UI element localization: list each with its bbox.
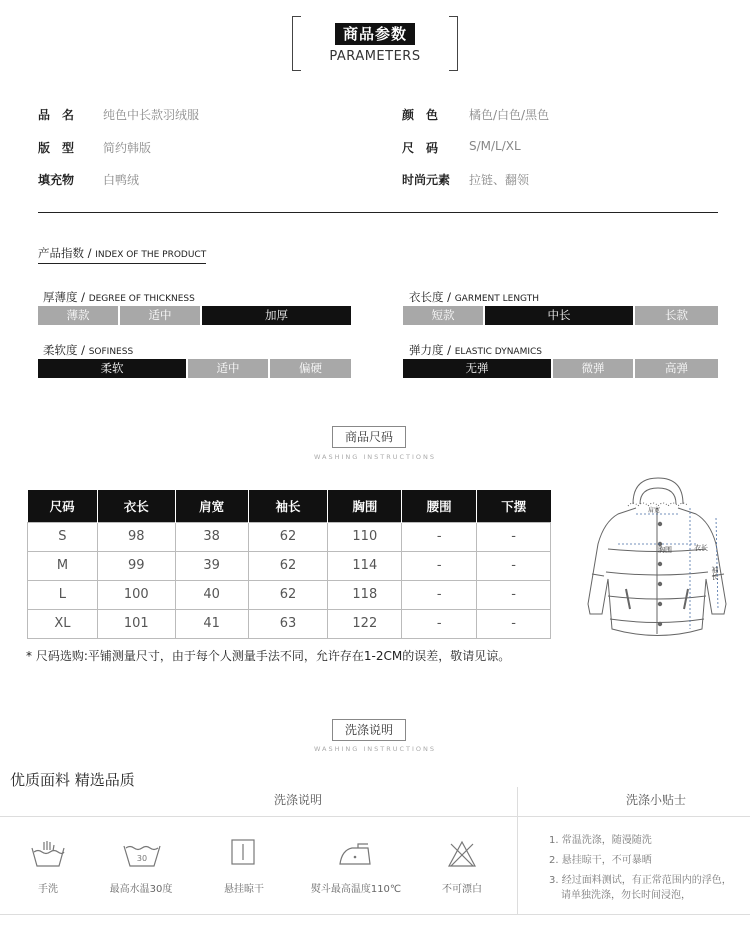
sleeve-label: 袖长 — [711, 566, 719, 580]
size-label: 尺 码 — [402, 141, 439, 155]
size-table-header — [28, 490, 551, 522]
name-value: 纯色中长款羽绒服 — [103, 108, 200, 122]
no-bleach-icon — [447, 840, 477, 868]
name-label: 品 名 — [38, 108, 75, 122]
table-row: L 100 40 62 118 - - — [28, 580, 551, 609]
style-value: 拉链、翻领 — [469, 173, 530, 187]
elasticity-title: 弹力度 / ELASTIC DYNAMICS — [409, 343, 543, 357]
hand-wash-icon — [30, 840, 66, 870]
iron-icon — [338, 842, 372, 866]
softness-scale — [38, 359, 351, 378]
wash-section-subtitle: WASHING INSTRUCTIONS — [313, 745, 437, 753]
tip-item: 2. 悬挂晾干，不可暴晒 — [549, 855, 652, 866]
fill-value: 白鸭绒 — [103, 173, 140, 187]
header-cell: 腰围 — [402, 490, 477, 522]
hang-dry-label: 悬挂晾干 — [224, 884, 264, 895]
header-cell: 尺码 — [28, 490, 98, 522]
elasticity-scale — [403, 359, 718, 378]
shoulder-label: 肩宽 — [648, 507, 661, 514]
length-option-short: 短款 — [403, 306, 483, 325]
hang-dry-icon — [230, 838, 256, 866]
softness-option-soft: 柔软 — [38, 359, 186, 378]
garment-measurement-diagram — [578, 474, 728, 659]
size-section-subtitle: WASHING INSTRUCTIONS — [313, 453, 437, 461]
no-bleach-label: 不可漂白 — [442, 884, 482, 895]
thickness-title: 厚薄度 / DEGREE OF THICKNESS — [43, 290, 195, 304]
tips-column-title: 洗涤小贴士 — [625, 793, 686, 807]
divider — [38, 212, 718, 213]
hand-wash-label: 手洗 — [38, 884, 58, 895]
length-label: 衣长 — [694, 544, 708, 552]
tip-item: 1. 常温洗涤，随漫随洗 — [549, 835, 652, 846]
tip-item: 请单独洗涤，勿长时间浸泡， — [561, 890, 691, 901]
table-row: XL 101 41 63 122 - - — [28, 609, 551, 638]
wash-bottom-divider — [0, 914, 750, 915]
header-cell: 袖长 — [248, 490, 328, 522]
tip-item: 3. 经过面料测试，有正常范围内的浮色， — [549, 875, 732, 886]
color-label: 颜 色 — [402, 108, 439, 122]
thickness-option-thick: 加厚 — [202, 306, 351, 325]
color-value: 橘色/白色/黑色 — [469, 108, 550, 122]
page-title: 商品参数 — [335, 23, 415, 45]
wash-column-title: 洗涤说明 — [273, 793, 322, 807]
elasticity-option-high: 高弹 — [635, 359, 718, 378]
wash-vertical-divider — [517, 787, 518, 915]
table-row: M 99 39 62 114 - - — [28, 551, 551, 580]
style-label: 时尚元素 — [402, 173, 451, 187]
thickness-option-medium: 适中 — [120, 306, 200, 325]
fit-label: 版 型 — [38, 141, 75, 155]
header-cell: 衣长 — [97, 490, 175, 522]
size-table — [27, 490, 551, 639]
thickness-option-thin: 薄款 — [38, 306, 118, 325]
index-title-cn: 产品指数 / — [38, 246, 96, 260]
chest-label: 胸围 — [658, 546, 672, 554]
softness-title: 柔软度 / SOFINESS — [43, 343, 134, 357]
elasticity-option-none: 无弹 — [403, 359, 551, 378]
wash-top-divider — [0, 816, 750, 817]
length-scale — [403, 306, 718, 325]
fill-label: 填充物 — [38, 173, 75, 187]
fit-value: 简约韩版 — [103, 141, 152, 155]
length-option-mid: 中长 — [485, 306, 633, 325]
elasticity-option-slight: 微弹 — [553, 359, 633, 378]
iron-label: 熨斗最高温度110℃ — [310, 884, 402, 895]
thickness-scale — [38, 306, 351, 325]
wash-section-title: 洗涤说明 — [332, 719, 406, 741]
water-temp-icon — [122, 840, 162, 870]
header-cell: 肩宽 — [175, 490, 248, 522]
index-title — [38, 245, 206, 264]
size-note: * 尺码选购:平铺测量尺寸，由于每个人测量手法不同，允许存在1-2CM的误差，敬请见谅。 — [26, 649, 511, 663]
page-subtitle: PARAMETERS — [329, 49, 421, 64]
index-title-en: INDEX OF THE PRODUCT — [95, 250, 207, 260]
length-option-long: 长款 — [635, 306, 718, 325]
wash-headline: 优质面料 精选品质 — [10, 771, 135, 789]
water-temp-label: 最高水温30度 — [109, 884, 173, 895]
size-value: S/M/L/XL — [469, 139, 521, 153]
water-temp-value: 30 — [136, 854, 148, 863]
size-section-title: 商品尺码 — [332, 426, 406, 448]
header-cell: 胸围 — [328, 490, 402, 522]
length-title: 衣长度 / GARMENT LENGTH — [409, 290, 539, 304]
softness-option-hard: 偏硬 — [270, 359, 351, 378]
table-row: S 98 38 62 110 - - — [28, 522, 551, 551]
header-cell: 下摆 — [477, 490, 551, 522]
softness-option-medium: 适中 — [188, 359, 268, 378]
